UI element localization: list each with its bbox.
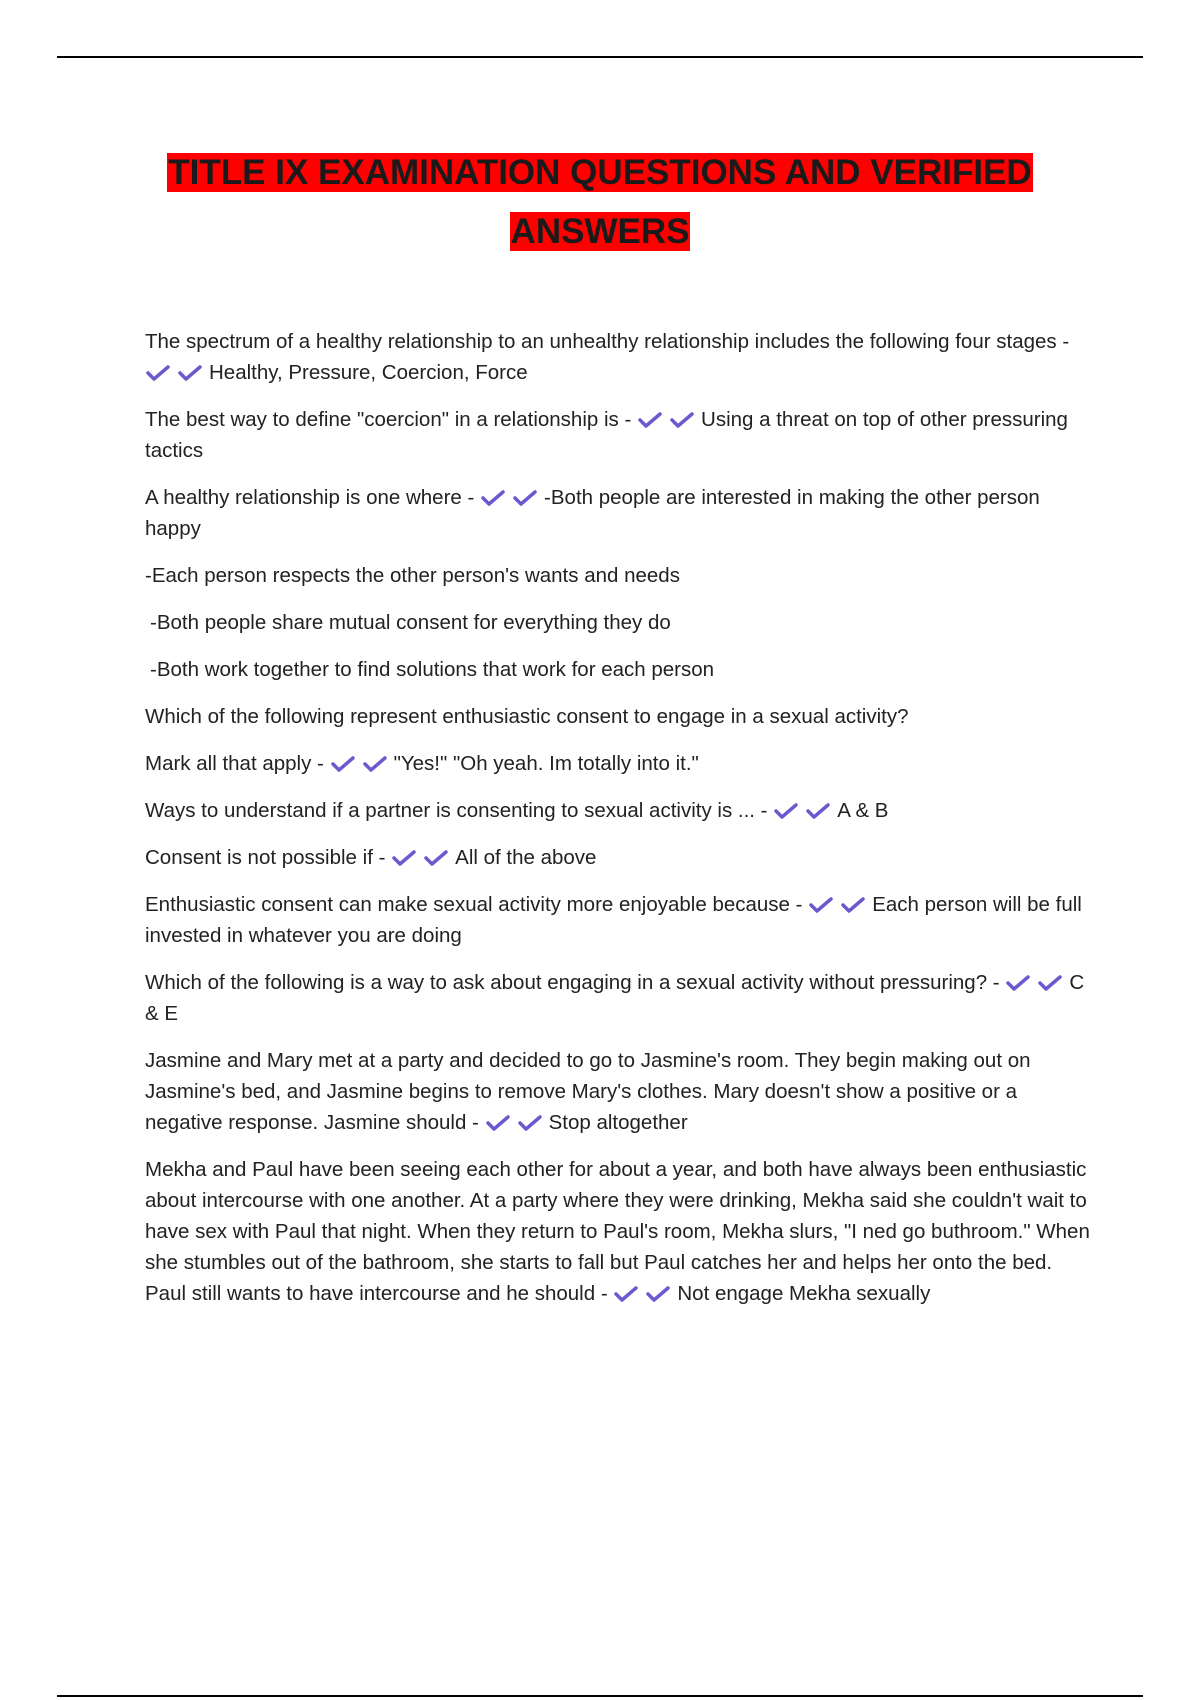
verified-checks bbox=[391, 846, 455, 869]
question-text: Ways to understand if a partner is consenting to sexual activity is ... - bbox=[145, 799, 768, 822]
answer-line: -Each person respects the other person's wants and needs bbox=[145, 564, 680, 587]
check-icon bbox=[485, 1114, 511, 1132]
answer-text: All of the above bbox=[455, 846, 597, 869]
check-icon bbox=[145, 364, 171, 382]
qa-item bbox=[145, 795, 1095, 826]
verified-checks bbox=[773, 799, 837, 822]
verified-checks bbox=[1005, 971, 1069, 994]
qa-item bbox=[145, 404, 1095, 466]
check-icon bbox=[773, 802, 799, 820]
check-icon bbox=[808, 896, 834, 914]
question-text: The best way to define "coercion" in a relationship is - bbox=[145, 408, 632, 431]
verified-checks bbox=[480, 486, 544, 509]
top-rule bbox=[57, 56, 1143, 58]
answer-text: Not engage Mekha sexually bbox=[677, 1282, 931, 1305]
question-text: The spectrum of a healthy relationship to an unhealthy relationship includes the following four stages - bbox=[145, 330, 1070, 353]
check-icon bbox=[512, 489, 538, 507]
check-icon bbox=[330, 755, 356, 773]
question-text: Which of the following is a way to ask about engaging in a sexual activity without pressuring? - bbox=[145, 971, 1000, 994]
answer-line: -Both people share mutual consent for everything they do bbox=[150, 611, 671, 634]
check-icon bbox=[177, 364, 203, 382]
title-line-2: ANSWERS bbox=[510, 212, 690, 251]
qa-item bbox=[145, 1045, 1095, 1138]
question-text: Jasmine and Mary met at a party and decided to go to Jasmine's room. They begin making out on Jasmine's bed, and Jasmine begins to remove Mary's clothes. Mary doesn't show a positive or a negative response. Jasmine should - bbox=[145, 1049, 1031, 1134]
answer-text: Using a threat on top of other pressuring tactics bbox=[145, 408, 1068, 462]
qa-item bbox=[145, 482, 1095, 544]
check-icon bbox=[517, 1114, 543, 1132]
question-text: Mark all that apply - bbox=[145, 752, 324, 775]
answer-text: Stop altogether bbox=[548, 1111, 688, 1134]
check-icon bbox=[840, 896, 866, 914]
qa-item bbox=[145, 1154, 1095, 1309]
question-text: Mekha and Paul have been seeing each other for about a year, and both have always been enthusiastic about intercourse with one another. At a party where they were drinking, Mekha said she couldn't wait to have sex with Paul that night. When they return to Paul's room, Mekha slurs, "I ned go buthroom." When she stumbles out of the bathroom, she starts to fall but Paul catches her and helps her onto the bed. Paul still wants to have intercourse and he should - bbox=[145, 1158, 1090, 1305]
page-title bbox=[60, 143, 1140, 261]
question-text: Consent is not possible if - bbox=[145, 846, 386, 869]
check-icon bbox=[391, 849, 417, 867]
check-icon bbox=[1037, 974, 1063, 992]
check-icon bbox=[669, 411, 695, 429]
qa-item bbox=[145, 326, 1095, 388]
check-icon bbox=[637, 411, 663, 429]
qa-item bbox=[145, 889, 1095, 951]
question-text: A healthy relationship is one where - bbox=[145, 486, 475, 509]
verified-checks bbox=[485, 1111, 549, 1134]
verified-checks bbox=[808, 893, 872, 916]
answer-text: Healthy, Pressure, Coercion, Force bbox=[209, 361, 528, 384]
answer-line: -Both work together to find solutions that work for each person bbox=[150, 658, 715, 681]
qa-item bbox=[145, 967, 1095, 1029]
check-icon bbox=[613, 1285, 639, 1303]
answer-text: A & B bbox=[837, 799, 889, 822]
answer-text: Each person will be full invested in whatever you are doing bbox=[145, 893, 1082, 947]
qa-item bbox=[145, 748, 1095, 779]
answer-text: "Yes!" "Oh yeah. Im totally into it." bbox=[393, 752, 699, 775]
check-icon bbox=[362, 755, 388, 773]
title-line-1: TITLE IX EXAMINATION QUESTIONS AND VERIFIED bbox=[168, 153, 1032, 192]
question-line: Which of the following represent enthusiastic consent to engage in a sexual activity? bbox=[145, 705, 909, 728]
bottom-rule bbox=[57, 1695, 1143, 1697]
verified-checks bbox=[613, 1282, 677, 1305]
check-icon bbox=[423, 849, 449, 867]
question-text: Enthusiastic consent can make sexual activity more enjoyable because - bbox=[145, 893, 803, 916]
check-icon bbox=[1005, 974, 1031, 992]
check-icon bbox=[480, 489, 506, 507]
verified-checks bbox=[330, 752, 394, 775]
answer-text: C & E bbox=[145, 971, 1085, 1025]
check-icon bbox=[645, 1285, 671, 1303]
check-icon bbox=[805, 802, 831, 820]
answer-text: -Both people are interested in making the other person happy bbox=[145, 486, 1040, 540]
verified-checks bbox=[637, 408, 701, 431]
qa-list bbox=[145, 326, 1095, 1325]
verified-checks bbox=[145, 361, 209, 384]
qa-item bbox=[145, 842, 1095, 873]
